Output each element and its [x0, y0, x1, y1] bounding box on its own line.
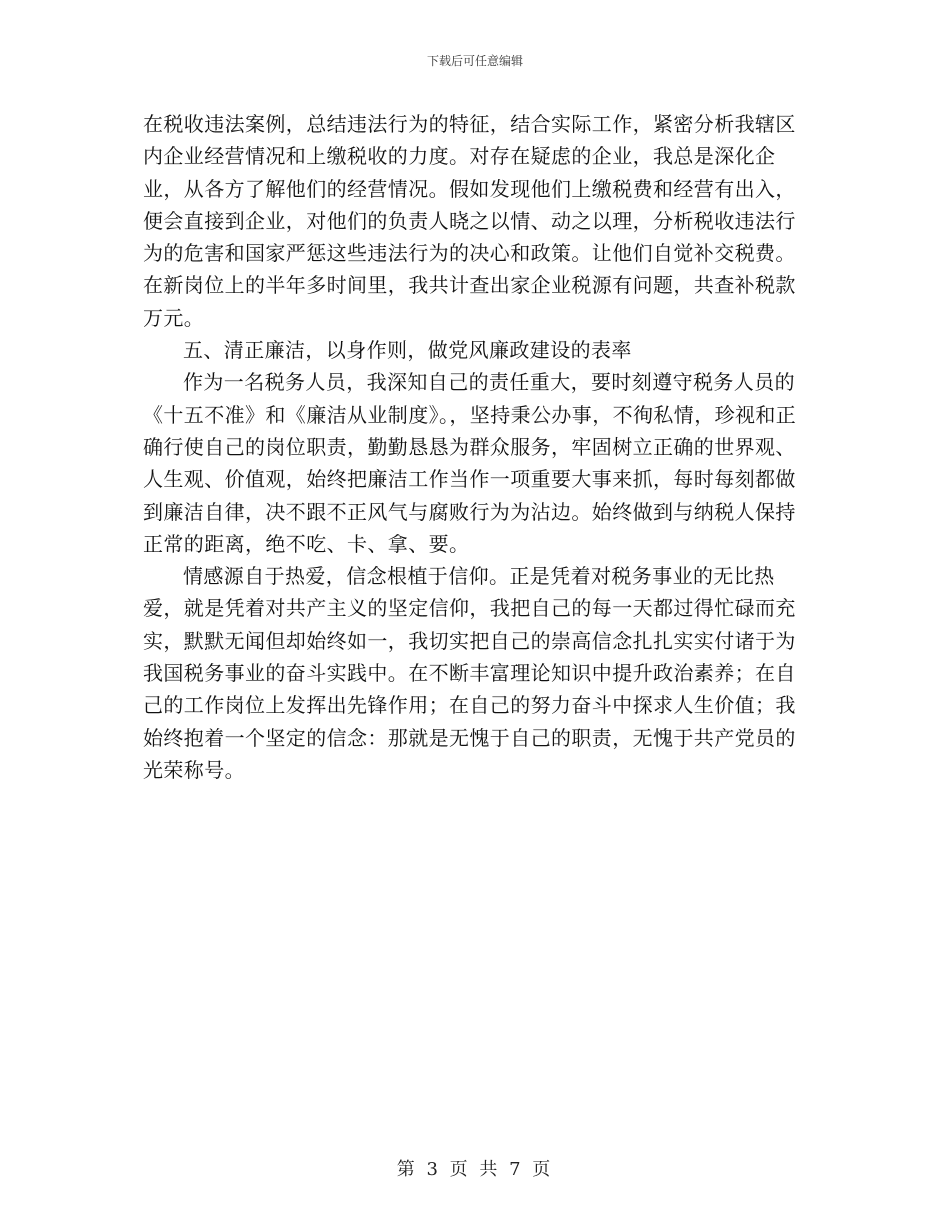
page-header: 下载后可任意编辑 — [426, 54, 523, 68]
page-number-footer: 第 3 页 共 7 页 — [396, 1159, 554, 1180]
paragraph-tax-violation-analysis: 在税收违法案例，总结违法行为的特征，结合实际工作，紧密分析我辖区内企业经营情况和上缴税收的力度。对存在疑虑的企业，我总是深化企业，从各方了解他们的经营情况。假如发现他们上缴税费和经营有出入，便会直接到企业，对他们的负责人晓之以情、动之以理，分析税收违法行为的危害和国家严惩这些违法行为的决心和政策。让他们自觉补交税费。 — [143, 112, 796, 266]
paragraph-audit-results: 在新岗位上的半年多时间里，我共计查出家企业税源有问题，共查补税款万元。 — [143, 273, 796, 330]
paragraph-dedication-belief: 情感源自于热爱，信念根植于信仰。正是凭着对税务事业的无比热爱，就是凭着对共产主义的坚定信仰，我把自己的每一天都过得忙碌而充实，默默无闻但却始终如一，我切实把自己的崇高信念扎扎实实付诸于为我国税务事业的奋斗实践中。在不断丰富理论知识中提升政治素养；在自己的工作岗位上发挥出先锋作用；在自己的努力奋斗中探求人生价值；我始终抱着一个坚定的信念：那就是无愧于自己的职责，无愧于共产党员的光荣称号。 — [143, 564, 796, 782]
document-body — [143, 108, 813, 786]
paragraph-integrity-conduct: 作为一名税务人员，我深知自己的责任重大，要时刻遵守税务人员的《十五不准》和《廉洁从业制度》。，坚持秉公办事，不徇私情，珍视和正确行使自己的岗位职责，勤勤恳恳为群众服务，牢固树立正确的世界观、人生观、价值观，始终把廉洁工作当作一项重要大事来抓，每时每刻都做到廉洁自律，决不跟不正风气与腐败行为为沾边。始终做到与纳税人保持正常的距离，绝不吃、卡、拿、要。 — [143, 370, 797, 556]
section-heading-integrity: 五、清正廉洁，以身作则，做党风廉政建设的表率 — [183, 338, 632, 363]
